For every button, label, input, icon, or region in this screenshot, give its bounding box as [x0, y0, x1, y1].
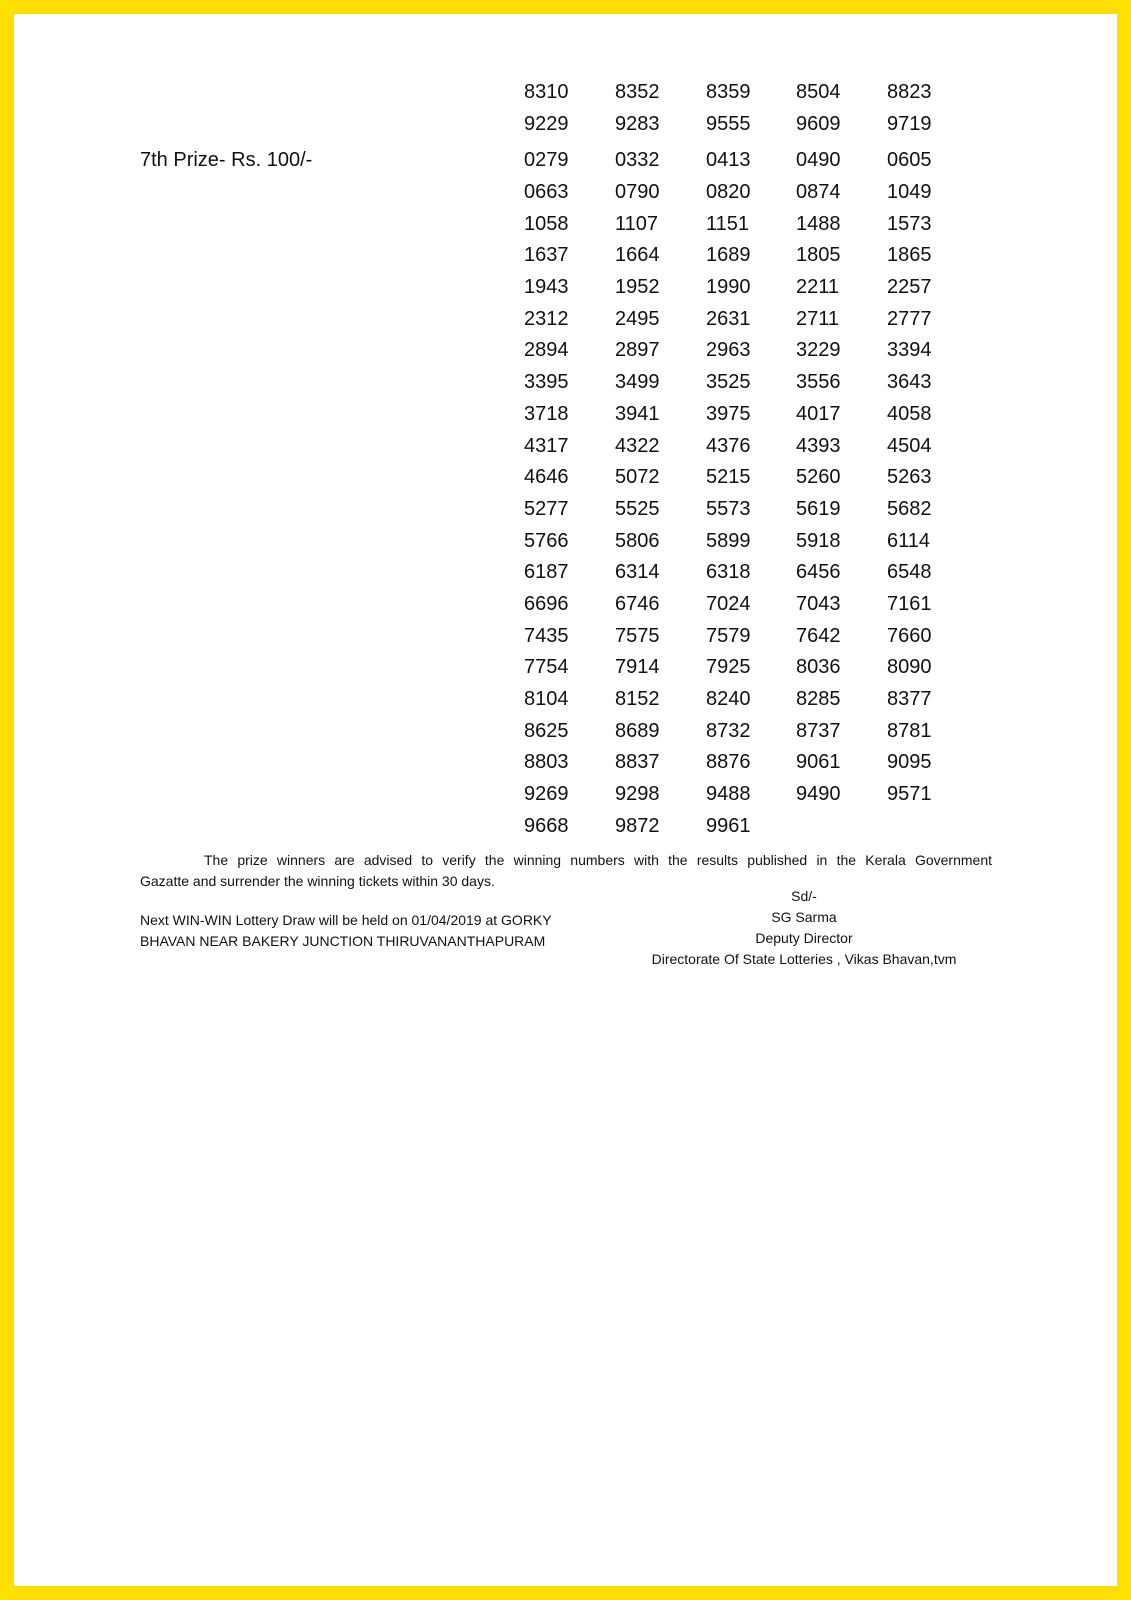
- notice-line-2: Gazatte and surrender the winning tickets within 30 days.: [140, 873, 495, 889]
- ticket-number: 1952: [615, 276, 660, 298]
- ticket-number: 8689: [615, 720, 660, 742]
- signatory-office: Directorate Of State Lotteries , Vikas Bhavan,tvm: [651, 951, 957, 967]
- next-draw-line-2: BHAVAN NEAR BAKERY JUNCTION THIRUVANANTHAPURAM: [140, 933, 546, 949]
- ticket-number: 7435: [524, 625, 569, 647]
- seventh-prize-row: [14, 431, 1117, 461]
- ticket-number: 6696: [524, 593, 569, 615]
- ticket-number: 0279: [524, 149, 569, 171]
- ticket-number: 9095: [887, 751, 932, 773]
- next-draw-line-1: Next WIN-WIN Lottery Draw will be held on 01/04/2019 at GORKY: [140, 912, 552, 928]
- ticket-number: 0605: [887, 149, 932, 171]
- ticket-number: 8285: [796, 688, 841, 710]
- seventh-prize-row: [14, 747, 1117, 777]
- ticket-number: 7754: [524, 656, 569, 678]
- ticket-number: 4646: [524, 466, 569, 488]
- seventh-prize-row: [14, 716, 1117, 746]
- ticket-number: 5682: [887, 498, 932, 520]
- ticket-number: 2897: [615, 339, 660, 361]
- seventh-prize-row: [14, 621, 1117, 651]
- ticket-number: 9061: [796, 751, 841, 773]
- ticket-number: 9269: [524, 783, 569, 805]
- ticket-number: 9488: [706, 783, 751, 805]
- ticket-number: 8352: [615, 81, 660, 103]
- ticket-number: 6548: [887, 561, 932, 583]
- ticket-number: 4376: [706, 435, 751, 457]
- ticket-number: 5918: [796, 530, 841, 552]
- ticket-number: 8876: [706, 751, 751, 773]
- signature-block: [614, 886, 994, 970]
- ticket-number: 2257: [887, 276, 932, 298]
- ticket-number: 9555: [706, 113, 751, 135]
- ticket-number: 9719: [887, 113, 932, 135]
- ticket-number: 1049: [887, 181, 932, 203]
- ticket-number: 4058: [887, 403, 932, 425]
- ticket-number: 2495: [615, 308, 660, 330]
- ticket-number: 8625: [524, 720, 569, 742]
- ticket-number: 3718: [524, 403, 569, 425]
- notice-line-1: The prize winners are advised to verify the winning numbers with the results published in the Kerala Government: [204, 852, 992, 868]
- ticket-number: 6187: [524, 561, 569, 583]
- ticket-number: 0490: [796, 149, 841, 171]
- ticket-number: 7579: [706, 625, 751, 647]
- ticket-number: 4322: [615, 435, 660, 457]
- seventh-prize-row: [14, 177, 1117, 207]
- seventh-prize-row: [14, 779, 1117, 809]
- ticket-number: 7575: [615, 625, 660, 647]
- ticket-number: 8152: [615, 688, 660, 710]
- seventh-prize-row: [14, 240, 1117, 270]
- seventh-prize-row: [14, 145, 1117, 175]
- ticket-number: 0874: [796, 181, 841, 203]
- ticket-number: 9668: [524, 815, 569, 837]
- ticket-number: 9961: [706, 815, 751, 837]
- ticket-number: 2312: [524, 308, 569, 330]
- ticket-number: 8310: [524, 81, 569, 103]
- ticket-number: 8803: [524, 751, 569, 773]
- ticket-number: 1151: [706, 213, 750, 235]
- ticket-number: 5525: [615, 498, 660, 520]
- ticket-number: 0790: [615, 181, 660, 203]
- ticket-number: 2211: [796, 276, 840, 298]
- seventh-prize-row: [14, 526, 1117, 556]
- ticket-number: 3556: [796, 371, 841, 393]
- ticket-number: 3525: [706, 371, 751, 393]
- ticket-number: 3229: [796, 339, 841, 361]
- ticket-number: 7024: [706, 593, 751, 615]
- ticket-number: 6746: [615, 593, 660, 615]
- ticket-number: 4317: [524, 435, 569, 457]
- seventh-prize-row: [14, 399, 1117, 429]
- ticket-number: 8823: [887, 81, 932, 103]
- seventh-prize-row: [14, 589, 1117, 619]
- ticket-number: 1943: [524, 276, 569, 298]
- ticket-number: 5260: [796, 466, 841, 488]
- seventh-prize-row: [14, 557, 1117, 587]
- ticket-number: 5277: [524, 498, 569, 520]
- ticket-number: 7660: [887, 625, 932, 647]
- ticket-number: 0332: [615, 149, 660, 171]
- previous-prize-row: [14, 109, 1117, 139]
- ticket-number: 8781: [887, 720, 932, 742]
- ticket-number: 8837: [615, 751, 660, 773]
- ticket-number: 2631: [706, 308, 751, 330]
- ticket-number: 1664: [615, 244, 660, 266]
- ticket-number: 5215: [706, 466, 751, 488]
- ticket-number: 7914: [615, 656, 660, 678]
- next-draw-info: [140, 910, 610, 952]
- signed-mark: Sd/-: [791, 888, 817, 904]
- signatory-designation: Deputy Director: [755, 930, 853, 946]
- ticket-number: 1990: [706, 276, 751, 298]
- ticket-number: 1107: [615, 213, 659, 235]
- ticket-number: 5263: [887, 466, 932, 488]
- ticket-number: 2777: [887, 308, 932, 330]
- ticket-number: 3394: [887, 339, 932, 361]
- ticket-number: 9283: [615, 113, 660, 135]
- ticket-number: 3499: [615, 371, 660, 393]
- ticket-number: 7925: [706, 656, 751, 678]
- ticket-number: 7043: [796, 593, 841, 615]
- ticket-number: 8090: [887, 656, 932, 678]
- result-page: [14, 14, 1117, 1586]
- ticket-number: 4017: [796, 403, 841, 425]
- ticket-number: 8036: [796, 656, 841, 678]
- ticket-number: 3643: [887, 371, 932, 393]
- seventh-prize-row: [14, 304, 1117, 334]
- previous-prize-row: [14, 77, 1117, 107]
- seventh-prize-row: [14, 811, 1117, 841]
- ticket-number: 9609: [796, 113, 841, 135]
- ticket-number: 5072: [615, 466, 660, 488]
- ticket-number: 1805: [796, 244, 841, 266]
- ticket-number: 5806: [615, 530, 660, 552]
- ticket-number: 8732: [706, 720, 751, 742]
- ticket-number: 9490: [796, 783, 841, 805]
- seventh-prize-row: [14, 272, 1117, 302]
- ticket-number: 1689: [706, 244, 751, 266]
- ticket-number: 7642: [796, 625, 841, 647]
- seventh-prize-row: [14, 462, 1117, 492]
- seventh-prize-label: 7th Prize- Rs. 100/-: [140, 149, 313, 171]
- seventh-prize-row: [14, 494, 1117, 524]
- ticket-number: 0413: [706, 149, 751, 171]
- ticket-number: 3941: [615, 403, 660, 425]
- ticket-number: 8504: [796, 81, 841, 103]
- ticket-number: 3975: [706, 403, 751, 425]
- ticket-number: 1637: [524, 244, 569, 266]
- ticket-number: 1865: [887, 244, 932, 266]
- ticket-number: 9872: [615, 815, 660, 837]
- ticket-number: 5899: [706, 530, 751, 552]
- ticket-number: 1573: [887, 213, 932, 235]
- signatory-name: SG Sarma: [771, 909, 837, 925]
- ticket-number: 9571: [887, 783, 932, 805]
- ticket-number: 6314: [615, 561, 660, 583]
- seventh-prize-row: [14, 652, 1117, 682]
- ticket-number: 8104: [524, 688, 569, 710]
- ticket-number: 6318: [706, 561, 751, 583]
- ticket-number: 0663: [524, 181, 569, 203]
- ticket-number: 3395: [524, 371, 569, 393]
- ticket-number: 2963: [706, 339, 751, 361]
- ticket-number: 1488: [796, 213, 841, 235]
- seventh-prize-row: [14, 367, 1117, 397]
- ticket-number: 8359: [706, 81, 751, 103]
- ticket-number: 7161: [887, 593, 932, 615]
- ticket-number: 2894: [524, 339, 569, 361]
- seventh-prize-row: [14, 684, 1117, 714]
- ticket-number: 6114: [887, 530, 931, 552]
- ticket-number: 6456: [796, 561, 841, 583]
- ticket-number: 0820: [706, 181, 751, 203]
- ticket-number: 4504: [887, 435, 932, 457]
- ticket-number: 9298: [615, 783, 660, 805]
- ticket-number: 5766: [524, 530, 569, 552]
- seventh-prize-row: [14, 335, 1117, 365]
- ticket-number: 1058: [524, 213, 569, 235]
- ticket-number: 4393: [796, 435, 841, 457]
- ticket-number: 8737: [796, 720, 841, 742]
- ticket-number: 2711: [796, 308, 840, 330]
- ticket-number: 9229: [524, 113, 569, 135]
- ticket-number: 8240: [706, 688, 751, 710]
- ticket-number: 5619: [796, 498, 841, 520]
- seventh-prize-row: [14, 209, 1117, 239]
- ticket-number: 8377: [887, 688, 932, 710]
- ticket-number: 5573: [706, 498, 751, 520]
